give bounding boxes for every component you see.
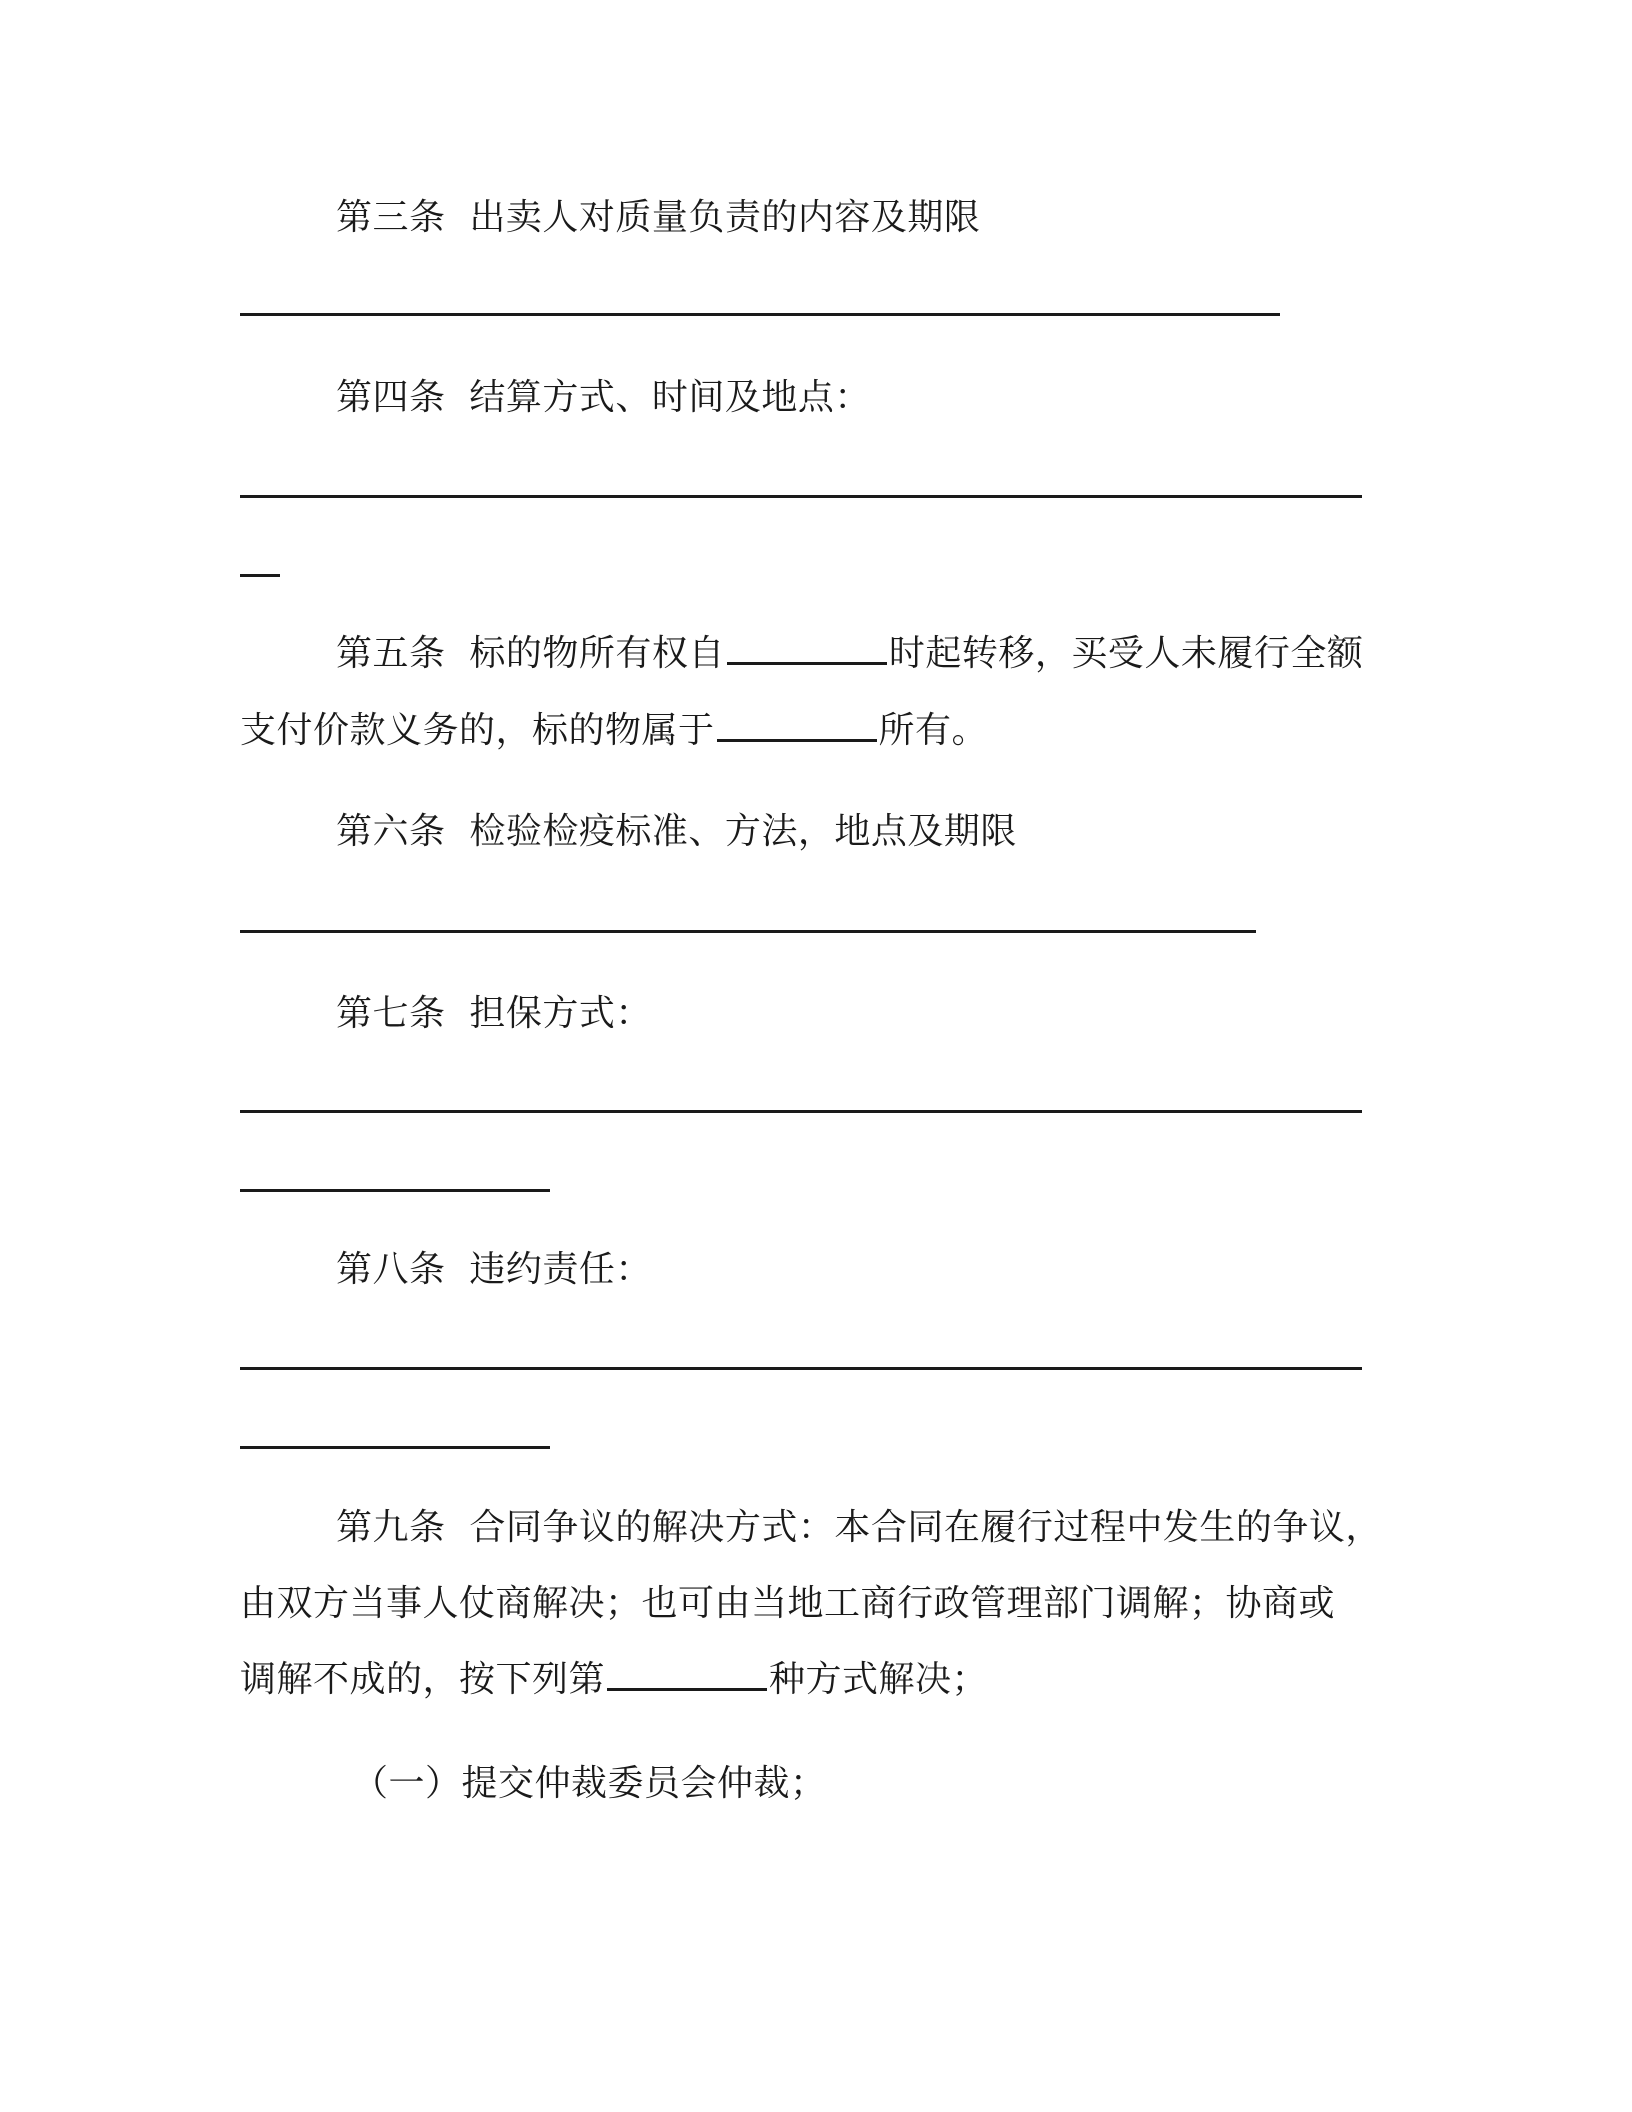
fill-line [240,1189,550,1192]
fill-line [240,1110,1362,1113]
article-9-heading: 第九条 [336,1507,446,1548]
article-9-line-3 [240,1658,988,1702]
article-5-text-2: 时起转移，买受人未履行全额 [888,633,1364,674]
fill-line [240,1367,1362,1370]
article-9-line-2: 由双方当事人仗商解决；也可由当地工商行政管理部门调解；协商或 [240,1583,1336,1624]
article-3-text: 出卖人对质量负责的内容及期限 [469,197,981,238]
article-5-heading: 第五条 [336,633,446,674]
fill-line [240,574,280,577]
article-3 [336,196,980,240]
article-6-text: 检验检疫标准、方法，地点及期限 [469,811,1017,852]
article-5-line-1 [336,632,1363,676]
blank-field [717,738,877,742]
option-1: （一）提交仲裁委员会仲裁； [352,1763,827,1804]
article-5-text-1: 标的物所有权自 [469,633,725,674]
blank-field [727,661,887,665]
article-4-text: 结算方式、时间及地点： [469,377,871,418]
article-4-heading: 第四条 [336,377,446,418]
fill-line [240,1446,550,1449]
article-8 [336,1248,652,1292]
article-5-text-4: 所有。 [878,710,989,751]
article-9-text-3: 调解不成的，按下列第 [240,1659,606,1700]
article-5-line-2 [240,709,988,753]
fill-line [240,495,1362,498]
article-5-text-3: 支付价款义务的，标的物属于 [240,710,715,751]
article-9-text-1: 合同争议的解决方式：本合同在履行过程中发生的争议， [469,1507,1382,1548]
article-4 [336,376,871,420]
article-8-text: 违约责任： [469,1249,652,1290]
article-7-text: 担保方式： [469,993,652,1034]
article-6 [336,810,1017,854]
article-9-text-4: 种方式解决； [769,1659,989,1700]
fill-line [240,313,1280,316]
blank-field [607,1687,767,1691]
article-3-heading: 第三条 [336,197,446,238]
article-7-heading: 第七条 [336,993,446,1034]
article-9-line-1 [336,1506,1382,1550]
article-6-heading: 第六条 [336,811,446,852]
fill-line [240,930,1256,933]
article-8-heading: 第八条 [336,1249,446,1290]
article-7 [336,992,652,1036]
